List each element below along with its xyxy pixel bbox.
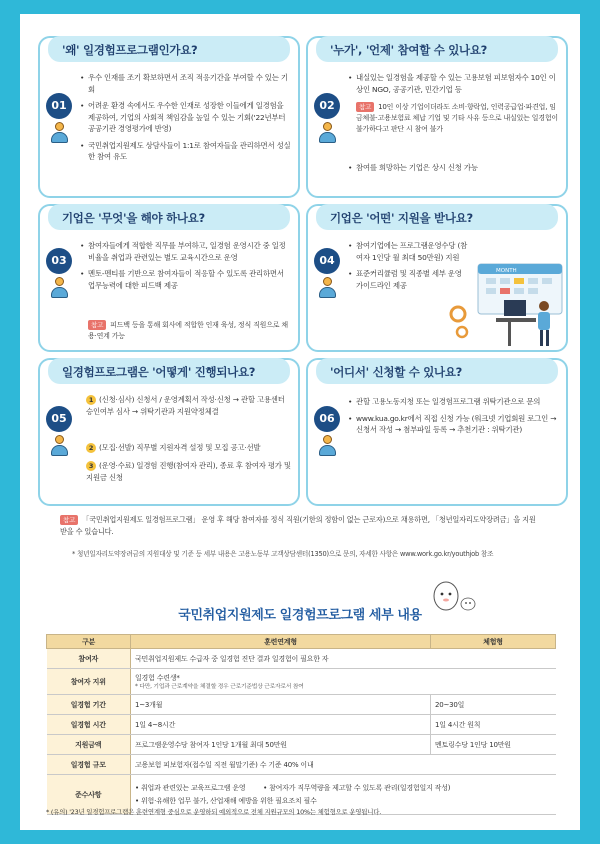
list-item: • 참여기업에는 프로그램운영수당 (참여자 1인당 월 최대 50만원) 지원 <box>348 240 468 263</box>
note-text: 10인 이상 기업이더라도 소비·향락업, 인력공급업·파견업, 임금체불·고용보험료 체납 기업 및 기타 사유 등으로 내실있는 일경험이 불가하다고 판단 시 참여 불가 <box>356 103 558 133</box>
card-who-when-list <box>348 72 560 100</box>
step-text: (모집·선발) 직무별 지원자격 설정 및 모집 공고·선발 <box>99 443 261 452</box>
header-category: 구분 <box>47 635 131 649</box>
table-row <box>47 715 556 735</box>
step-text: (운영·수료) 일경험 진행(참여자 관리), 종료 후 참여자 평가 및 지원금 신청 <box>86 461 291 482</box>
table-row <box>47 649 556 669</box>
number-badge-03: 03 <box>46 248 72 274</box>
row-value: 고용보험 피보험자(접수일 직전 월말기준) 수 기준 40% 이내 <box>131 755 556 775</box>
bottom-note: * (유의) '23년 일경험프로그램은 훈련연계형 중심으로 운영하되 예외적으로 전체 지원규모의 10%는 체험형으로 운영됩니다. <box>46 808 382 816</box>
list-item: • 표준커리큘럼 및 직종별 세부 운영 가이드라인 제공 <box>348 268 468 291</box>
poster-sheet <box>20 14 580 830</box>
note-text: 「국민취업지원제도 일경험프로그램」 운영 후 해당 참여자를 정식 직원(기한의 정함이 없는 근로자)으로 채용하면, 「청년일자리도약장려금」을 지원 받을 수 있습니다. <box>60 515 536 536</box>
list-item: • 참여를 희망하는 기업은 상시 신청 가능 <box>348 162 560 174</box>
card-how-title: 일경험프로그램은 '어떻게' 진행되나요? <box>48 358 290 384</box>
number-badge-05: 05 <box>46 406 72 432</box>
step-3 <box>86 460 292 483</box>
row-value: • 취업과 관련있는 교육프로그램 운영 • 참여자가 직무역량을 제고할 수 있도록 관리(일경험일지 작성) • 위험·유해한 업무 불가, 산업재해 예방을 위한 필요조치 필수 <box>131 775 556 815</box>
row-value-training: 1일 4~8시간 <box>131 715 431 735</box>
row-value-training: 1~3개월 <box>131 695 431 715</box>
row-value: 일경험 수련생* * 다만, 기업과 근로계약을 체결할 경우 근로기준법상 근로자로서 참여 <box>131 669 556 695</box>
calendar-month-label: MONTH <box>496 268 517 274</box>
card-why-list <box>80 72 292 168</box>
row-label: 일경험 기간 <box>47 695 131 715</box>
person-icon <box>317 435 337 457</box>
card-where-list <box>348 396 560 441</box>
detail-title: 국민취업지원제도 일경험프로그램 세부 내용 <box>178 608 422 623</box>
card-where <box>306 358 568 506</box>
list-item: • 참여자들에게 적합한 직무를 부여하고, 일경험 운영시간 중 일정 비율을 취업과 관련있는 별도 교육시간으로 운영 <box>80 240 292 263</box>
card-what-title: 기업은 '무엇'을 해야 하나요? <box>48 204 290 230</box>
number-badge-01: 01 <box>46 93 72 119</box>
list-item: • 우수 인재를 조기 확보하면서 조직 적응기간을 부여할 수 있는 기회 <box>80 72 292 95</box>
row-value-experience: 1일 4시간 원칙 <box>431 715 556 735</box>
row-value: 국민취업지원제도 수급자 중 일경험 진단 결과 일경험이 필요한 자 <box>131 649 556 669</box>
list-item: • 관할 고용노동지청 또는 일경험프로그램 위탁기관으로 문의 <box>348 396 560 408</box>
reference-small-note: * 청년일자리도약장려금의 지원대상 및 기준 등 세부 내용은 고용노동부 고객상담센터(1350)으로 문의, 자세한 사항은 www.work.go.kr/youthjob 참조 <box>72 550 494 558</box>
list-item: • 어려운 환경 속에서도 우수한 인재로 성장한 이들에게 일경험을 제공하여, 기업의 사회적 책임감을 높일 수 있는 기회('22년부터 공공기관 경영평가에 반영) <box>80 100 292 135</box>
card-why-title: '왜' 일경험프로그램인가요? <box>48 36 290 62</box>
header-training: 훈련연계형 <box>131 635 431 649</box>
note-tag: 참고 <box>88 320 106 330</box>
list-item: • www.kua.go.kr에서 직접 신청 가능 (워크넷 기업회원 로그인 → 신청서 작성 → 첨부파일 등록 → 추천기관 : 위탁기관) <box>348 413 560 436</box>
card-who-when <box>306 36 568 198</box>
detail-table <box>46 634 556 815</box>
list-item: • 멘토-멘티를 기반으로 참여자들이 적응할 수 있도록 관리하면서 업무능력에 대한 피드백 제공 <box>80 268 292 291</box>
table-row <box>47 755 556 775</box>
reference-note <box>60 514 538 538</box>
row-label: 준수사항 <box>47 775 131 815</box>
step-1 <box>86 394 292 417</box>
note-tag: 참고 <box>356 102 374 112</box>
table-header-row <box>47 635 556 649</box>
office-illustration <box>448 262 564 350</box>
row-label: 참여자 <box>47 649 131 669</box>
step-number: 3 <box>86 461 96 471</box>
person-icon <box>317 277 337 299</box>
step-text: (신청·심사) 신청서 / 운영계획서 작성·신청 → 관할 고용센터 승인여부 심사 → 위탁기관과 지원약정체결 <box>86 395 285 416</box>
row-value-training: 프로그램운영수당 참여자 1인당 1개월 최대 50만원 <box>131 735 431 755</box>
row-value-experience: 멘토링수당 1인당 10만원 <box>431 735 556 755</box>
number-badge-04: 04 <box>314 248 340 274</box>
number-badge-02: 02 <box>314 93 340 119</box>
list-item: • 내실있는 일경험을 제공할 수 있는 고용보험 피보험자수 10인 이상인 NGO, 공공기관, 민간기업 등 <box>348 72 560 95</box>
row-label: 일경험 시간 <box>47 715 131 735</box>
step-number: 1 <box>86 395 96 405</box>
list-item: • 국민취업지원제도 상담사들이 1:1로 참여자들을 관리하면서 성실한 참여 유도 <box>80 140 292 163</box>
card-support-title: 기업은 '어떤' 지원을 받나요? <box>316 204 558 230</box>
person-icon <box>49 122 69 144</box>
person-icon <box>49 277 69 299</box>
person-icon <box>49 435 69 457</box>
row-label: 지원금액 <box>47 735 131 755</box>
row-label: 일경험 규모 <box>47 755 131 775</box>
table-row <box>47 735 556 755</box>
card-what-list <box>80 240 292 296</box>
card-what <box>38 204 300 352</box>
card-how <box>38 358 300 506</box>
step-2 <box>86 442 292 454</box>
card-who-when-note <box>356 102 560 135</box>
table-row <box>47 695 556 715</box>
number-badge-06: 06 <box>314 406 340 432</box>
row-subnote: * 다만, 기업과 근로계약을 체결할 경우 근로기준법상 근로자로서 참여 <box>135 683 304 690</box>
card-who-when-title: '누가', '언제' 참여할 수 있나요? <box>316 36 558 62</box>
note-text: 피드백 등을 통해 회사에 적합한 인재 육성, 정식 직원으로 채용·연계 가능 <box>88 321 288 340</box>
step-number: 2 <box>86 443 96 453</box>
note-tag: 참고 <box>60 515 78 525</box>
card-where-title: '어디서' 신청할 수 있나요? <box>316 358 558 384</box>
row-value-experience: 20~30일 <box>431 695 556 715</box>
table-row <box>47 669 556 695</box>
card-what-note <box>88 320 292 342</box>
header-experience: 체험형 <box>431 635 556 649</box>
card-why <box>38 36 300 198</box>
card-support <box>306 204 568 352</box>
person-icon <box>317 122 337 144</box>
card-who-when-list-2 <box>348 162 560 179</box>
row-label: 참여자 지위 <box>47 669 131 695</box>
